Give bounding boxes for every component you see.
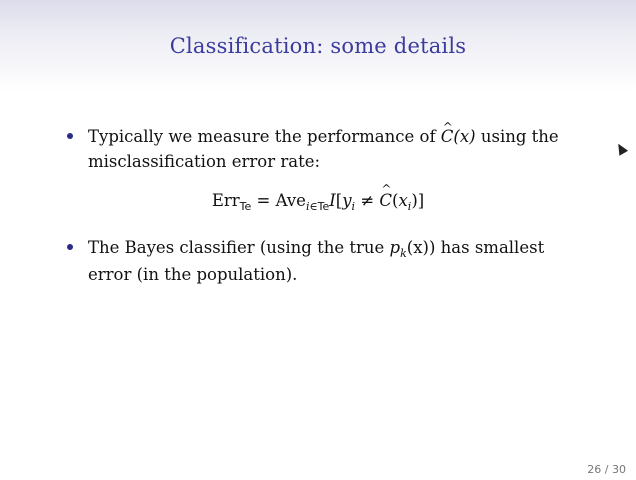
bullet-text: Typically we measure the performance of ^ C(x) using the misclassification error rate:	[88, 124, 568, 174]
slide-title: Classification: some details	[169, 34, 467, 58]
math-c-hat: ^ C(x)	[441, 124, 476, 149]
bullet-icon	[67, 244, 73, 250]
page-number: 26 / 30	[587, 463, 626, 476]
slide-header	[0, 0, 636, 92]
mouse-pointer-icon	[614, 141, 628, 156]
formula-lhs: Err	[211, 191, 240, 210]
error-rate-formula: $Err_{Te} = Ave_{i\in Te}I[y_i$ ≠ ^ $C(x_i)$]	[0, 191, 636, 210]
bullet-text: The Bayes classifier (using the true $p_k(x)$) has smallest error (in the population).	[88, 238, 545, 284]
bullet-icon	[67, 133, 73, 139]
